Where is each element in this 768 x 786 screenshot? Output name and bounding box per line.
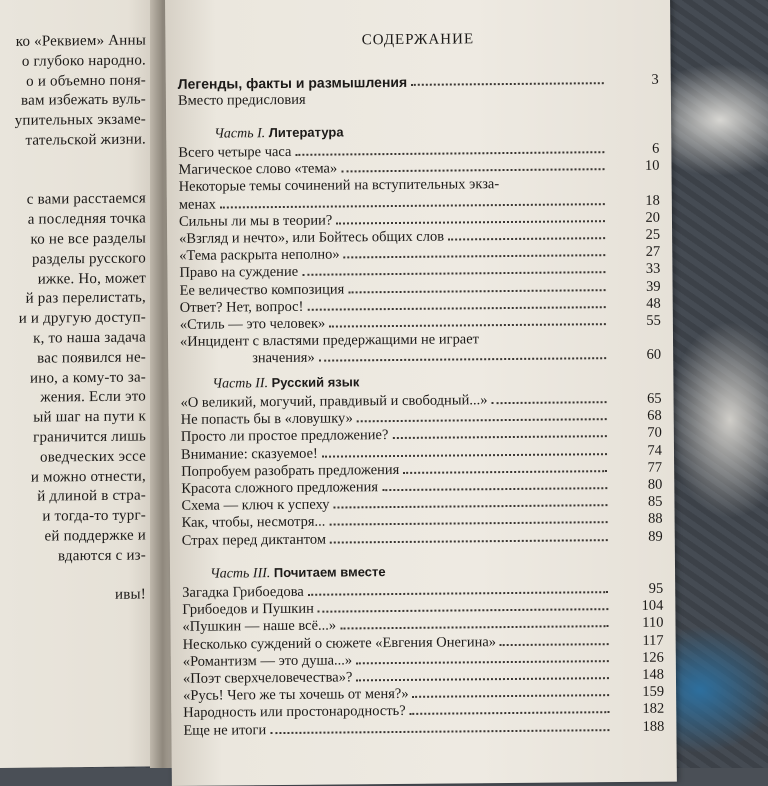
part-number: Часть II.: [212, 376, 269, 392]
toc-page-number: 20: [645, 209, 661, 226]
left-page-text-line: вдаются с из-: [57, 547, 146, 565]
left-page-text-line: ко «Реквием» Анны: [15, 32, 146, 50]
toc-entry-title: значения»: [252, 350, 315, 367]
toc-entry-title: Попробуем разобрать предложения: [181, 461, 400, 480]
left-page-text-line: ивы!: [115, 586, 146, 604]
toc-entry: [183, 718, 665, 739]
toc-entry-title: «Романтизм — это душа...»: [182, 652, 353, 670]
toc-page-number: 18: [645, 192, 660, 209]
toc-entry-title: менах: [178, 196, 216, 213]
toc-entry-title: Ответ? Нет, вопрос!: [179, 298, 304, 316]
toc-leader-dots: [410, 712, 610, 716]
left-page-text-line: о глубоко народно.: [21, 52, 146, 70]
toc-leader-dots: [382, 487, 607, 491]
toc-leader-dots: [357, 418, 607, 422]
toc-page-number: 182: [642, 701, 665, 718]
toc-leader-dots: [330, 539, 608, 543]
left-page: [0, 0, 160, 768]
toc-page-number: 126: [641, 649, 664, 666]
page-title: СОДЕРЖАНИЕ: [361, 31, 475, 49]
toc-entry-title: Право на суждение: [179, 264, 299, 282]
toc-entry-title: «Стиль — это человек»: [179, 315, 326, 333]
part-number: Часть III.: [209, 566, 271, 582]
toc-page-number: 10: [644, 157, 660, 175]
toc-leader-dots: [220, 203, 605, 208]
toc-page-number: 60: [646, 347, 662, 364]
toc-leader-dots: [334, 504, 608, 508]
toc-entry-title: Еще не итоги: [183, 721, 267, 739]
toc-page-number: 6: [652, 140, 660, 157]
toc-entry-title: «Взгляд и нечто», или Бойтесь общих слов: [179, 228, 445, 247]
left-page-text-line: и и другую доступ-: [18, 309, 146, 327]
toc-leader-dots: [356, 660, 609, 664]
toc-page-number: 148: [642, 666, 665, 683]
part-name: Почитаем вместе: [273, 564, 386, 581]
toc-page-number: 65: [646, 390, 662, 407]
toc-page-number: 88: [648, 511, 663, 528]
toc-leader-dots: [392, 436, 606, 440]
toc-entry: [178, 89, 608, 109]
toc-entry-title: Магическое слово «тема»: [178, 160, 338, 179]
toc-entry-title: Просто ли простое предложение?: [180, 427, 389, 446]
toc-page-number: 95: [648, 580, 664, 597]
toc-leader-dots: [322, 453, 607, 457]
toc-entry-title: Несколько суждений о сюжете «Евгения Онегина»: [182, 633, 497, 653]
toc-entry-title: «Тема раскрыта неполно»: [179, 246, 340, 265]
toc-entry-title: Ее величество композиция: [179, 281, 345, 299]
toc-entry-title: «Поэт сверхчеловечества»?: [182, 669, 353, 687]
toc-entry: [181, 528, 663, 549]
left-page-text-line: граничится лишь: [33, 428, 146, 446]
toc-leader-dots: [344, 254, 606, 258]
toc-page-number: 55: [646, 312, 661, 329]
toc-page-number: 77: [647, 459, 663, 476]
toc-page-number: 27: [645, 243, 661, 261]
toc-leader-dots: [329, 323, 606, 327]
left-page-text-line: и тогда-то тург-: [42, 507, 146, 525]
part-name: Русский язык: [271, 374, 360, 391]
toc-page-number: 48: [646, 295, 661, 312]
toc-page-number: 39: [645, 278, 661, 295]
toc-leader-dots: [413, 694, 610, 698]
left-page-text-line: к, то наша задача: [33, 329, 146, 347]
toc-entry-title: Легенды, факты и размышления: [177, 73, 408, 92]
part-name: Литература: [268, 124, 344, 141]
toc-entry-title: Грибоедов и Пушкин: [182, 600, 314, 619]
left-page-text-line: й длиной в стра-: [37, 487, 146, 506]
left-page-text-line: вас появился не-: [37, 349, 146, 367]
left-page-text-line: тательской жизни.: [25, 131, 146, 149]
left-page-text-line: и можно отнести,: [30, 468, 146, 486]
toc-entry-title: Некоторые темы сочинений на вступительных экза-: [178, 176, 500, 196]
left-page-text-line: ко не все разделы: [30, 230, 146, 248]
left-page-text-line: ино, а кому-то за-: [30, 369, 146, 387]
toc-page-number: 188: [642, 718, 665, 735]
toc-leader-dots: [341, 168, 604, 172]
toc-entry-title: «Инцидент с властями предержащими не играет: [179, 331, 480, 351]
left-page-text-line: о и объемно поня-: [26, 72, 146, 90]
toc-entry-title: Страх перед диктантом: [181, 531, 327, 549]
toc-page-number: 89: [648, 528, 663, 545]
left-page-text-line: упительных экзаме-: [14, 111, 146, 130]
toc-entry-title: Как, чтобы, несмотря...: [181, 514, 326, 532]
toc-entry-title: Внимание: сказуемое!: [180, 445, 318, 463]
toc-page-number: 110: [642, 615, 664, 632]
left-page-text-line: а последняя точка: [27, 210, 146, 228]
toc-entry-title: Всего четыре часа: [178, 143, 292, 161]
toc-leader-dots: [270, 729, 609, 734]
toc-page-number: 117: [642, 632, 664, 649]
toc-entry-title: «Пушкин — наше всё...»: [182, 617, 337, 636]
toc-entry: [180, 347, 662, 368]
left-page-text-line: жения. Если это: [40, 388, 146, 406]
right-page-contents: [165, 0, 677, 786]
part-number: Часть I.: [214, 126, 266, 142]
toc-entry-title: Схема — ключ к успеху: [181, 496, 330, 515]
toc-entry-title: Загадка Грибоедова: [182, 583, 304, 601]
toc-leader-dots: [356, 677, 609, 681]
toc-leader-dots: [411, 82, 604, 86]
toc-page-number: 70: [647, 425, 662, 442]
part-heading: [214, 124, 343, 142]
toc-page-number: 68: [647, 407, 662, 424]
toc-leader-dots: [329, 522, 607, 526]
toc-leader-dots: [318, 608, 609, 613]
toc-entry-title: «О великий, могучий, правдивый и свободный...»: [180, 392, 488, 411]
left-page-text-line: ижке. Но, может: [37, 270, 146, 288]
left-page-text-line: с вами расстаемся: [26, 190, 146, 209]
toc-page-number: 80: [647, 476, 663, 493]
toc-entry-title: Не попасть бы в «ловушку»: [180, 410, 353, 429]
left-page-text-line: разделы русского: [31, 250, 146, 268]
toc-page-number: 33: [645, 261, 661, 278]
toc-entry-title: Сильны ли мы в теории?: [178, 212, 333, 230]
left-page-text-line: ый шаг на пути к: [33, 408, 146, 426]
toc-leader-dots: [340, 626, 608, 630]
left-page-text-line: ей поддержке и: [44, 527, 146, 545]
toc-leader-dots: [302, 272, 605, 277]
toc-page-number: 85: [647, 493, 663, 510]
toc-entry-title: «Русь! Чего же ты хочешь от меня?»: [183, 686, 409, 705]
toc-leader-dots: [348, 289, 605, 293]
toc-leader-dots: [308, 591, 608, 596]
left-page-text-line: оведческих эссе: [40, 448, 146, 466]
toc-leader-dots: [403, 470, 607, 474]
left-page-text-line: й раз перелистать,: [25, 289, 146, 308]
toc-page-number: 3: [651, 71, 659, 88]
toc-entry-title: Красота сложного предложения: [181, 479, 379, 497]
toc-leader-dots: [448, 237, 605, 240]
toc-leader-dots: [336, 220, 605, 224]
toc-leader-dots: [491, 401, 606, 404]
left-page-text-line: вам избежать вуль-: [21, 91, 146, 110]
toc-leader-dots: [500, 643, 609, 646]
toc-entry-title: Вместо предисловия: [177, 91, 306, 109]
toc-page-number: 74: [647, 442, 663, 459]
part-heading: [210, 564, 386, 583]
toc-leader-dots: [307, 306, 605, 311]
part-heading: [212, 374, 359, 392]
toc-page-number: 159: [642, 683, 665, 701]
toc-page-number: 104: [641, 597, 664, 615]
toc-page-number: 25: [645, 226, 661, 243]
toc-leader-dots: [295, 151, 604, 156]
toc-leader-dots: [319, 358, 606, 363]
toc-entry-title: Народность или простонародность?: [183, 703, 406, 722]
